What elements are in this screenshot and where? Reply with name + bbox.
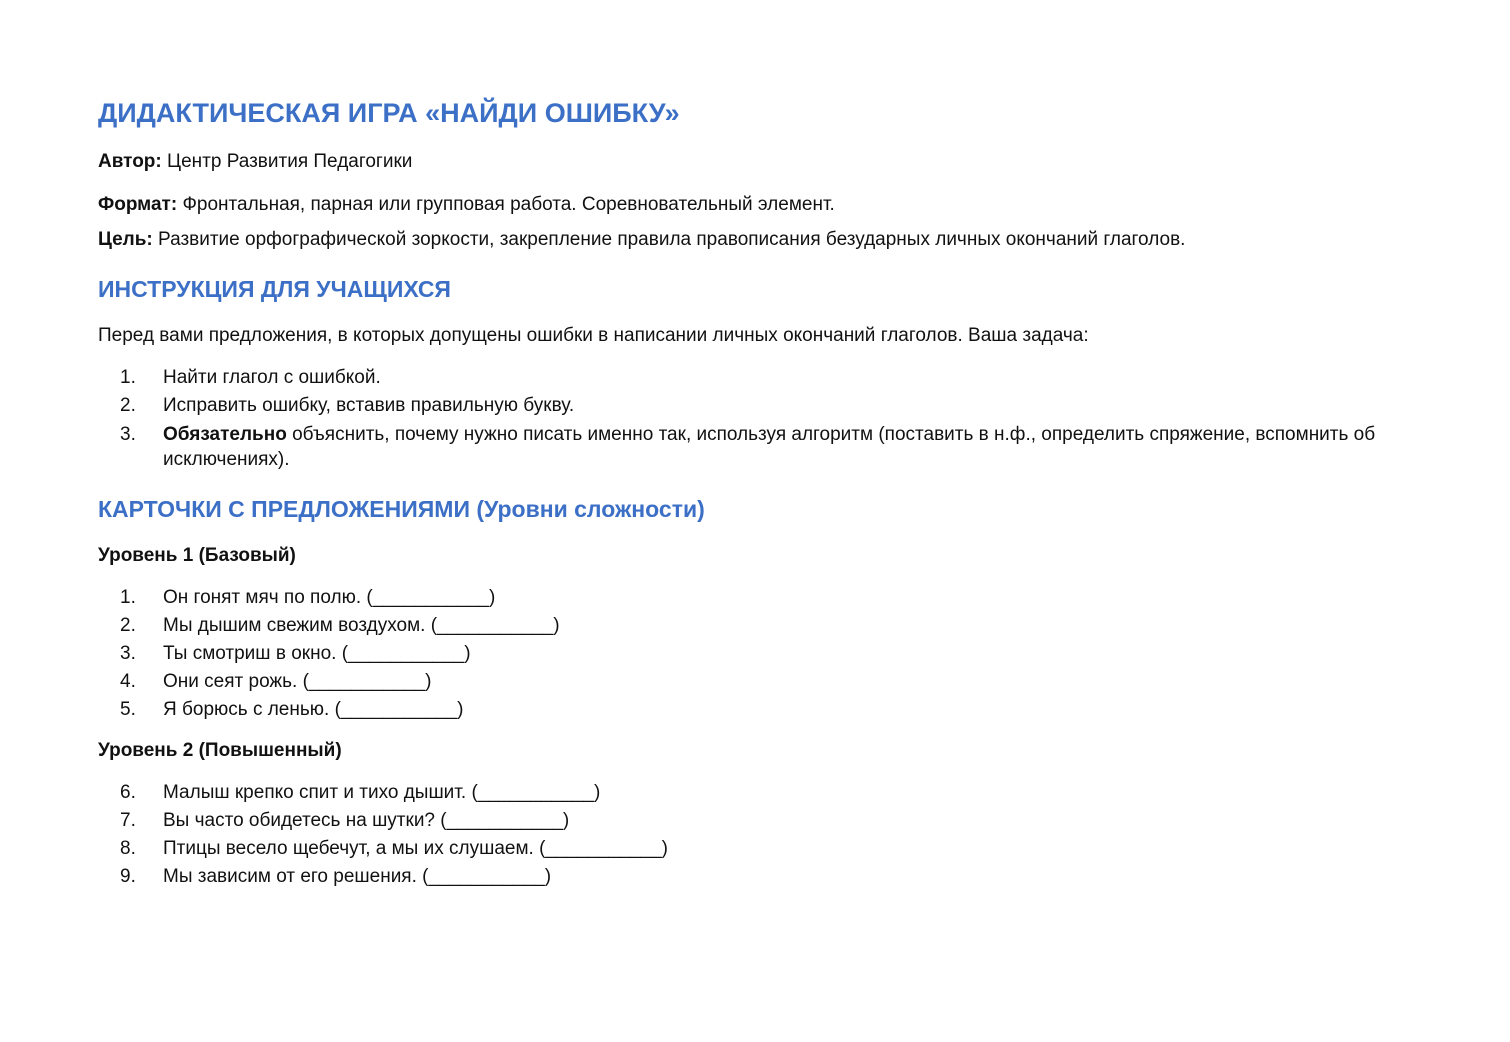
sentence-text: Вы часто обидетесь на шутки? (___________)	[163, 810, 570, 831]
format-value: Фронтальная, парная или групповая работа. Соревновательный элемент.	[177, 194, 835, 215]
document-title: ДИДАКТИЧЕСКАЯ ИГРА «НАЙДИ ОШИБКУ»	[98, 98, 680, 128]
goal-label: Цель:	[98, 229, 153, 250]
sentence-text: Он гонят мяч по полю. (___________)	[163, 587, 496, 608]
goal-value: Развитие орфографической зоркости, закрепление правила правописания безударных личных окончаний глаголов.	[152, 229, 1186, 250]
list-number: 8.	[120, 838, 136, 859]
sentence-text: Я борюсь с ленью. (___________)	[163, 699, 464, 720]
list-number: 3.	[120, 643, 136, 664]
list-item	[98, 863, 1413, 891]
list-item	[98, 420, 1413, 472]
list-item	[98, 364, 1413, 392]
instructions-steps-list	[98, 364, 1413, 472]
list-number: 2.	[120, 615, 136, 636]
list-text: Исправить ошибку, вставив правильную букву.	[163, 395, 575, 416]
list-number: 5.	[120, 699, 136, 720]
list-item	[98, 779, 1413, 807]
sentence-text: Мы зависим от его решения. (___________)	[163, 866, 552, 887]
author-value: Центр Развития Педагогики	[161, 151, 413, 172]
list-item	[98, 612, 1413, 640]
list-number: 1.	[120, 367, 136, 388]
list-item	[98, 696, 1413, 724]
list-item	[98, 584, 1413, 612]
author-line	[98, 149, 412, 175]
list-number: 6.	[120, 782, 136, 803]
level2-sentences-list	[98, 779, 1413, 891]
list-number: 9.	[120, 866, 136, 887]
list-number: 2.	[120, 395, 136, 416]
list-text-emphasis: Обязательно	[163, 424, 287, 445]
list-item	[98, 807, 1413, 835]
list-text: Найти глагол с ошибкой.	[163, 367, 381, 388]
list-item	[98, 392, 1413, 420]
list-number: 4.	[120, 671, 136, 692]
list-number: 3.	[120, 424, 136, 445]
level2-heading: Уровень 2 (Повышенный)	[98, 740, 342, 761]
sentence-text: Малыш крепко спит и тихо дышит. (___________)	[163, 782, 601, 803]
sentence-text: Ты смотриш в окно. (___________)	[163, 643, 471, 664]
goal-line	[98, 227, 1185, 253]
sentence-text: Мы дышим свежим воздухом. (___________)	[163, 615, 560, 636]
list-item	[98, 668, 1413, 696]
list-number: 7.	[120, 810, 136, 831]
sentence-text: Они сеят рожь. (___________)	[163, 671, 432, 692]
level1-sentences-list	[98, 584, 1413, 724]
list-number: 1.	[120, 587, 136, 608]
sentence-text: Птицы весело щебечут, а мы их слушаем. (___________)	[163, 838, 668, 859]
instructions-heading: ИНСТРУКЦИЯ ДЛЯ УЧАЩИХСЯ	[98, 276, 451, 302]
format-label: Формат:	[98, 194, 178, 215]
instructions-intro: Перед вами предложения, в которых допущены ошибки в написании личных окончаний глаголов. Ваша задача:	[98, 325, 1089, 346]
level1-heading: Уровень 1 (Базовый)	[98, 545, 296, 566]
list-item	[98, 835, 1413, 863]
list-item	[98, 640, 1413, 668]
list-text: объяснить, почему нужно писать именно так, используя алгоритм (поставить в н.ф., определить спряжение, вспомнить об исключениях).	[163, 424, 1376, 470]
format-line	[98, 192, 835, 218]
cards-heading: КАРТОЧКИ С ПРЕДЛОЖЕНИЯМИ (Уровни сложности)	[98, 496, 705, 522]
author-label: Автор:	[98, 151, 162, 172]
